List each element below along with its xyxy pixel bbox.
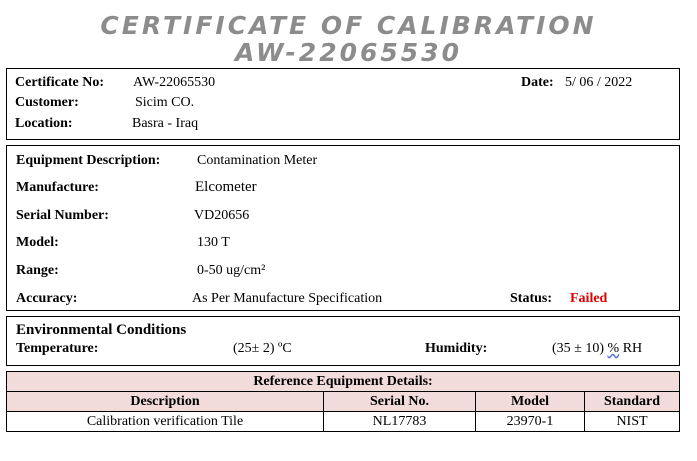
certificate-number-title: AW-22065530 — [235, 38, 462, 67]
equipment-description-value: Contamination Meter — [197, 153, 318, 168]
column-header-serial: Serial No. — [324, 392, 476, 412]
manufacture-value: Elcometer — [195, 179, 257, 195]
column-header-model: Model — [476, 392, 585, 412]
serial-number-value: VD20656 — [194, 208, 250, 223]
customer-label: Customer: — [15, 95, 79, 110]
date-label: Date: — [521, 75, 554, 90]
accuracy-value: As Per Manufacture Specification — [192, 291, 383, 306]
equipment-description-label: Equipment Description: — [16, 153, 161, 168]
status-label: Status: — [510, 291, 553, 306]
location-label: Location: — [15, 116, 73, 131]
accuracy-label: Accuracy: — [16, 291, 78, 306]
reference-heading: Reference Equipment Details: — [7, 372, 680, 392]
status-badge: Failed — [570, 291, 608, 306]
date-value: 5/ 06 / 2022 — [565, 75, 633, 90]
table-cell-serial: NL17783 — [324, 412, 476, 432]
temperature-label: Temperature: — [16, 341, 99, 356]
cert-no-label: Certificate No: — [15, 75, 105, 90]
cert-no-value: AW-22065530 — [133, 75, 216, 90]
range-label: Range: — [16, 263, 59, 278]
location-value: Basra - Iraq — [132, 116, 199, 131]
humidity-value — [552, 341, 642, 357]
humidity-unit: RH — [619, 341, 643, 356]
table-cell-model: 23970-1 — [476, 412, 585, 432]
serial-number-label: Serial Number: — [16, 208, 109, 223]
customer-value: Sicim CO. — [135, 95, 195, 110]
column-header-description: Description — [7, 392, 324, 412]
reference-equipment-table — [6, 371, 680, 432]
manufacture-label: Manufacture: — [16, 180, 99, 195]
column-header-standard: Standard — [585, 392, 680, 412]
table-cell-description: Calibration verification Tile — [7, 412, 324, 432]
model-value: 130 T — [197, 235, 230, 250]
environment-heading: Environmental Conditions — [16, 322, 187, 338]
table-cell-standard: NIST — [585, 412, 680, 432]
humidity-label: Humidity: — [425, 341, 488, 356]
humidity-percent: % — [607, 341, 620, 356]
humidity-number: (35 ± 10) — [552, 341, 608, 356]
range-value: 0-50 ug/cm² — [197, 263, 266, 278]
model-label: Model: — [16, 235, 59, 250]
certificate-title: CERTIFICATE OF CALIBRATION — [100, 11, 597, 40]
temperature-value: (25± 2) ºC — [233, 341, 292, 356]
equipment-box — [6, 145, 680, 311]
table-row — [7, 412, 680, 432]
